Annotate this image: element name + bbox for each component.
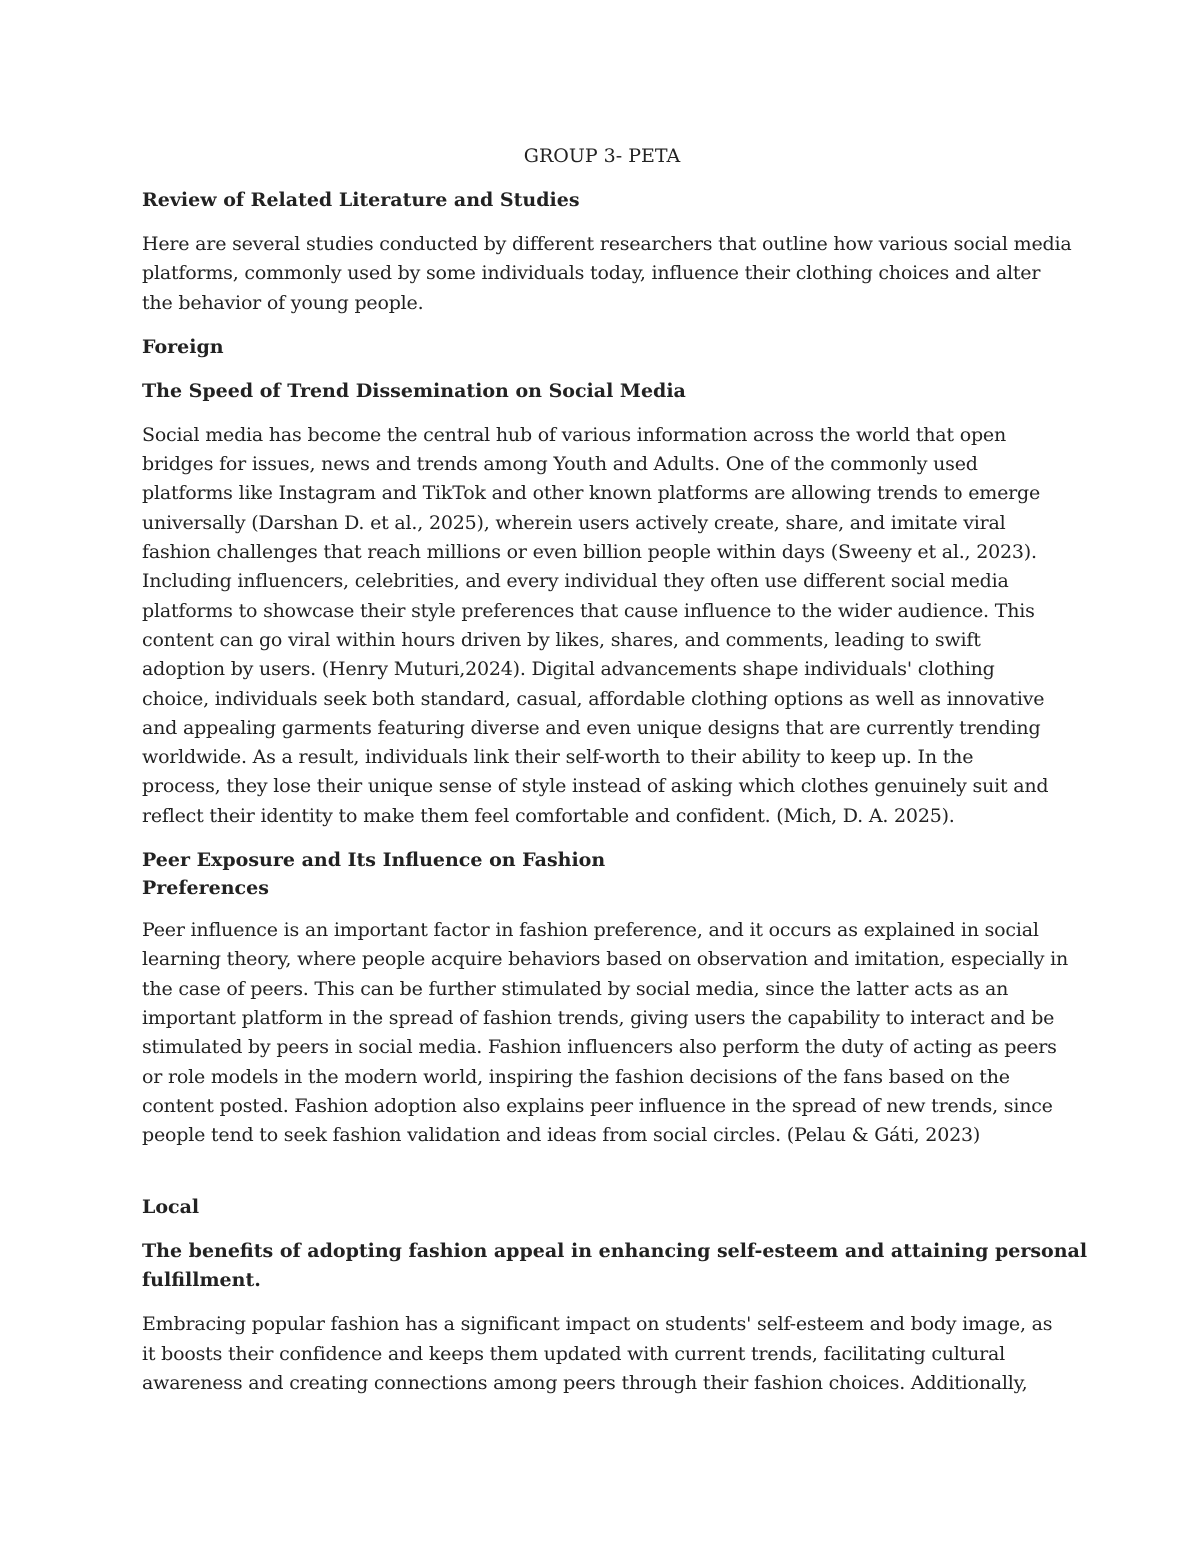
intro-paragraph (142, 230, 1072, 318)
text-line: bridges for issues, news and trends among Youth and Adults. One of the commonly used (142, 453, 978, 476)
text-line: it boosts their confidence and keeps them updated with current trends, facilitating cultural (142, 1342, 1006, 1365)
text-line: universally (Darshan D. et al., 2025), wherein users actively create, share, and imitate viral (142, 511, 1006, 534)
benefits-paragraph (142, 1310, 1062, 1398)
text-line: Including influencers, celebrities, and every individual they often use different social media (142, 570, 1009, 593)
benefits-heading (142, 1237, 1088, 1295)
heading-line: fulfillment. (142, 1269, 261, 1292)
heading-line: Preferences (142, 877, 269, 900)
text-line: fashion challenges that reach millions or even billion people within days (Sweeny et al., 2023). (142, 541, 1037, 564)
text-line: Social media has become the central hub of various information across the world that open (142, 423, 1006, 446)
text-line: Peer influence is an important factor in fashion preference, and it occurs as explained in social (142, 919, 1039, 942)
blank-line (142, 1165, 1062, 1193)
text-line: and appealing garments featuring diverse and even unique designs that are currently trending (142, 716, 1041, 739)
text-line: Embracing popular fashion has a significant impact on students' self-esteem and body image, as (142, 1313, 1053, 1336)
text-line: reflect their identity to make them feel comfortable and confident. (Mich, D. A. 2025). (142, 804, 955, 827)
text-line: the behavior of young people. (142, 291, 424, 314)
text-line: the case of peers. This can be further stimulated by social media, since the latter acts as an (142, 977, 1009, 1000)
heading-line: Peer Exposure and Its Influence on Fashion (142, 849, 606, 872)
text-line: process, they lose their unique sense of style instead of asking which clothes genuinely suit and (142, 775, 1049, 798)
text-line: platforms like Instagram and TikTok and other known platforms are allowing trends to emerge (142, 482, 1041, 505)
text-line: important platform in the spread of fashion trends, giving users the capability to interact and be (142, 1006, 1055, 1029)
text-line: worldwide. As a result, individuals link their self-worth to their ability to keep up. In the (142, 746, 974, 769)
text-line: learning theory, where people acquire behaviors based on observation and imitation, especially in (142, 948, 1069, 971)
foreign-heading: Foreign (142, 335, 224, 358)
text-line: content posted. Fashion adoption also explains peer influence in the spread of new trends, since (142, 1094, 1053, 1117)
speed-heading: The Speed of Trend Dissemination on Social Media (142, 379, 686, 402)
text-line: Here are several studies conducted by different researchers that outline how various social media (142, 233, 1072, 255)
text-line: platforms, commonly used by some individuals today, influence their clothing choices and alter (142, 262, 1041, 285)
section-heading-rrl: Review of Related Literature and Studies (142, 189, 580, 211)
text-line: people tend to seek fashion validation and ideas from social circles. (Pelau & Gáti, 2023) (142, 1124, 981, 1147)
text-line: content can go viral within hours driven by likes, shares, and comments, leading to swift (142, 628, 981, 651)
text-line: stimulated by peers in social media. Fashion influencers also perform the duty of acting as peers (142, 1036, 1057, 1059)
text-line: or role models in the modern world, inspiring the fashion decisions of the fans based on the (142, 1065, 1010, 1088)
heading-line: The benefits of adopting fashion appeal in enhancing self-esteem and attaining personal (142, 1240, 1088, 1263)
document-page (142, 142, 1088, 1413)
speed-paragraph (142, 421, 1062, 831)
text-line: awareness and creating connections among peers through their fashion choices. Additionally, (142, 1372, 1028, 1395)
text-line: adoption by users. (Henry Muturi,2024). Digital advancements shape individuals' clothing (142, 658, 995, 681)
local-heading: Local (142, 1196, 200, 1219)
peer-paragraph (142, 916, 1069, 1150)
text-line: platforms to showcase their style preferences that cause influence to the wider audience. This (142, 599, 1035, 622)
peer-heading (142, 846, 1062, 902)
document-title: GROUP 3- PETA (523, 145, 681, 167)
text-line: choice, individuals seek both standard, casual, affordable clothing options as well as innovative (142, 687, 1045, 710)
